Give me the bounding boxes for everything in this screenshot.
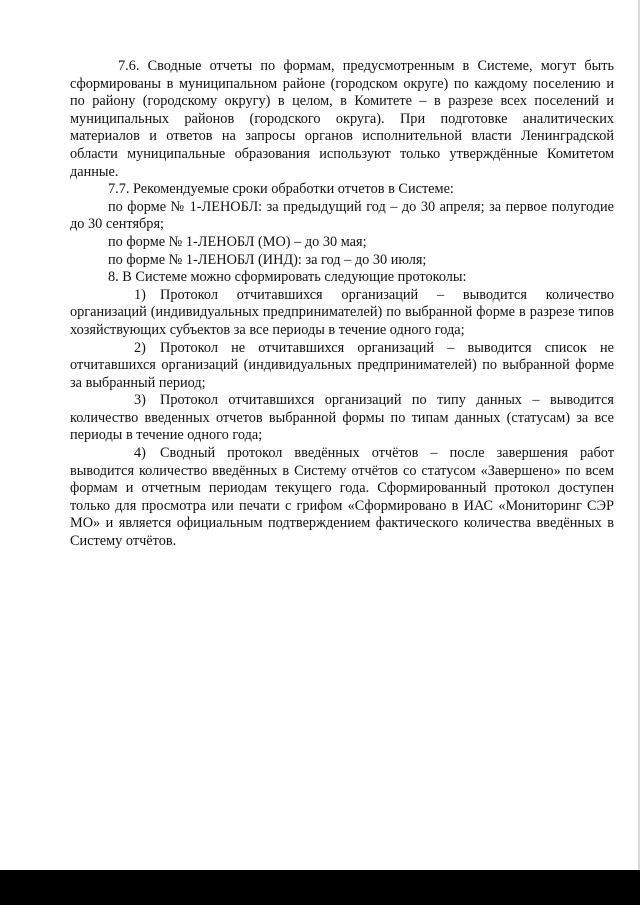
paragraph-7-6: 7.6. Сводные отчеты по формам, предусмотренным в Системе, могут быть сформированы в муниципальном районе (городском округе) по каждому поселению и по району (городскому округу) в целом, в Комитете – в разрезе всех поселений и муниципальных районов (городского округа). При подготовке аналитических материалов и ответов на запросы органов исполнительной власти Ленинградской области муниципальные образования используют только утверждённые Комитетом данные. (70, 58, 614, 180)
protocol-text: Протокол отчитавшихся организаций – выводится количество организаций (индивидуальных предпринимателей) по выбранной форме в разрезе типов хозяйствующих субъектов за все периоды в течение одного года; (70, 286, 614, 338)
protocol-number: 4) (134, 445, 146, 462)
deadline-1-lenobl-ind: по форме № 1-ЛЕНОБЛ (ИНД): за год – до 30 июля; (108, 251, 427, 268)
document-body (70, 58, 614, 551)
deadline-1-lenobl-mo: по форме № 1-ЛЕНОБЛ (МО) – до 30 мая; (108, 233, 367, 250)
protocol-item-1 (70, 287, 614, 340)
deadline-1-lenobl: по форме № 1-ЛЕНОБЛ: за предыдущий год – до 30 апреля; за первое полугодие до 30 сентября; (70, 198, 614, 233)
protocol-text: Протокол отчитавшихся организаций по типу данных – выводится количество введенных отчетов выбранной формы по типам данных (статусам) за все периоды в течение одного года; (70, 392, 614, 444)
protocol-number: 3) (134, 392, 146, 409)
protocol-item-3 (70, 392, 614, 445)
protocol-item-4 (70, 445, 614, 551)
protocol-number: 2) (134, 339, 146, 356)
paragraph-8: 8. В Системе можно сформировать следующие протоколы: (108, 269, 467, 286)
protocol-text: Протокол не отчитавшихся организаций – выводится список не отчитавшихся организаций (индивидуальных предпринимателей) по выбранной форме за выбранный период; (70, 339, 614, 391)
protocol-text: Сводный протокол введённых отчётов – после завершения работ выводится количество введённых в Систему отчётов со статусом «Завершено» по всем формам и отчетным периодам текущего года. Сформированный протокол доступен только для просмотра или печати с грифом «Сформировано в ИАС «Мониторинг СЭР МО» и является официальным подтверждением фактического количества введённых в Систему отчётов. (70, 445, 614, 550)
paragraph-7-7: 7.7. Рекомендуемые сроки обработки отчетов в Системе: (108, 181, 454, 198)
protocol-item-2 (70, 340, 614, 393)
scan-border-bottom (0, 870, 640, 905)
protocol-number: 1) (134, 286, 146, 303)
